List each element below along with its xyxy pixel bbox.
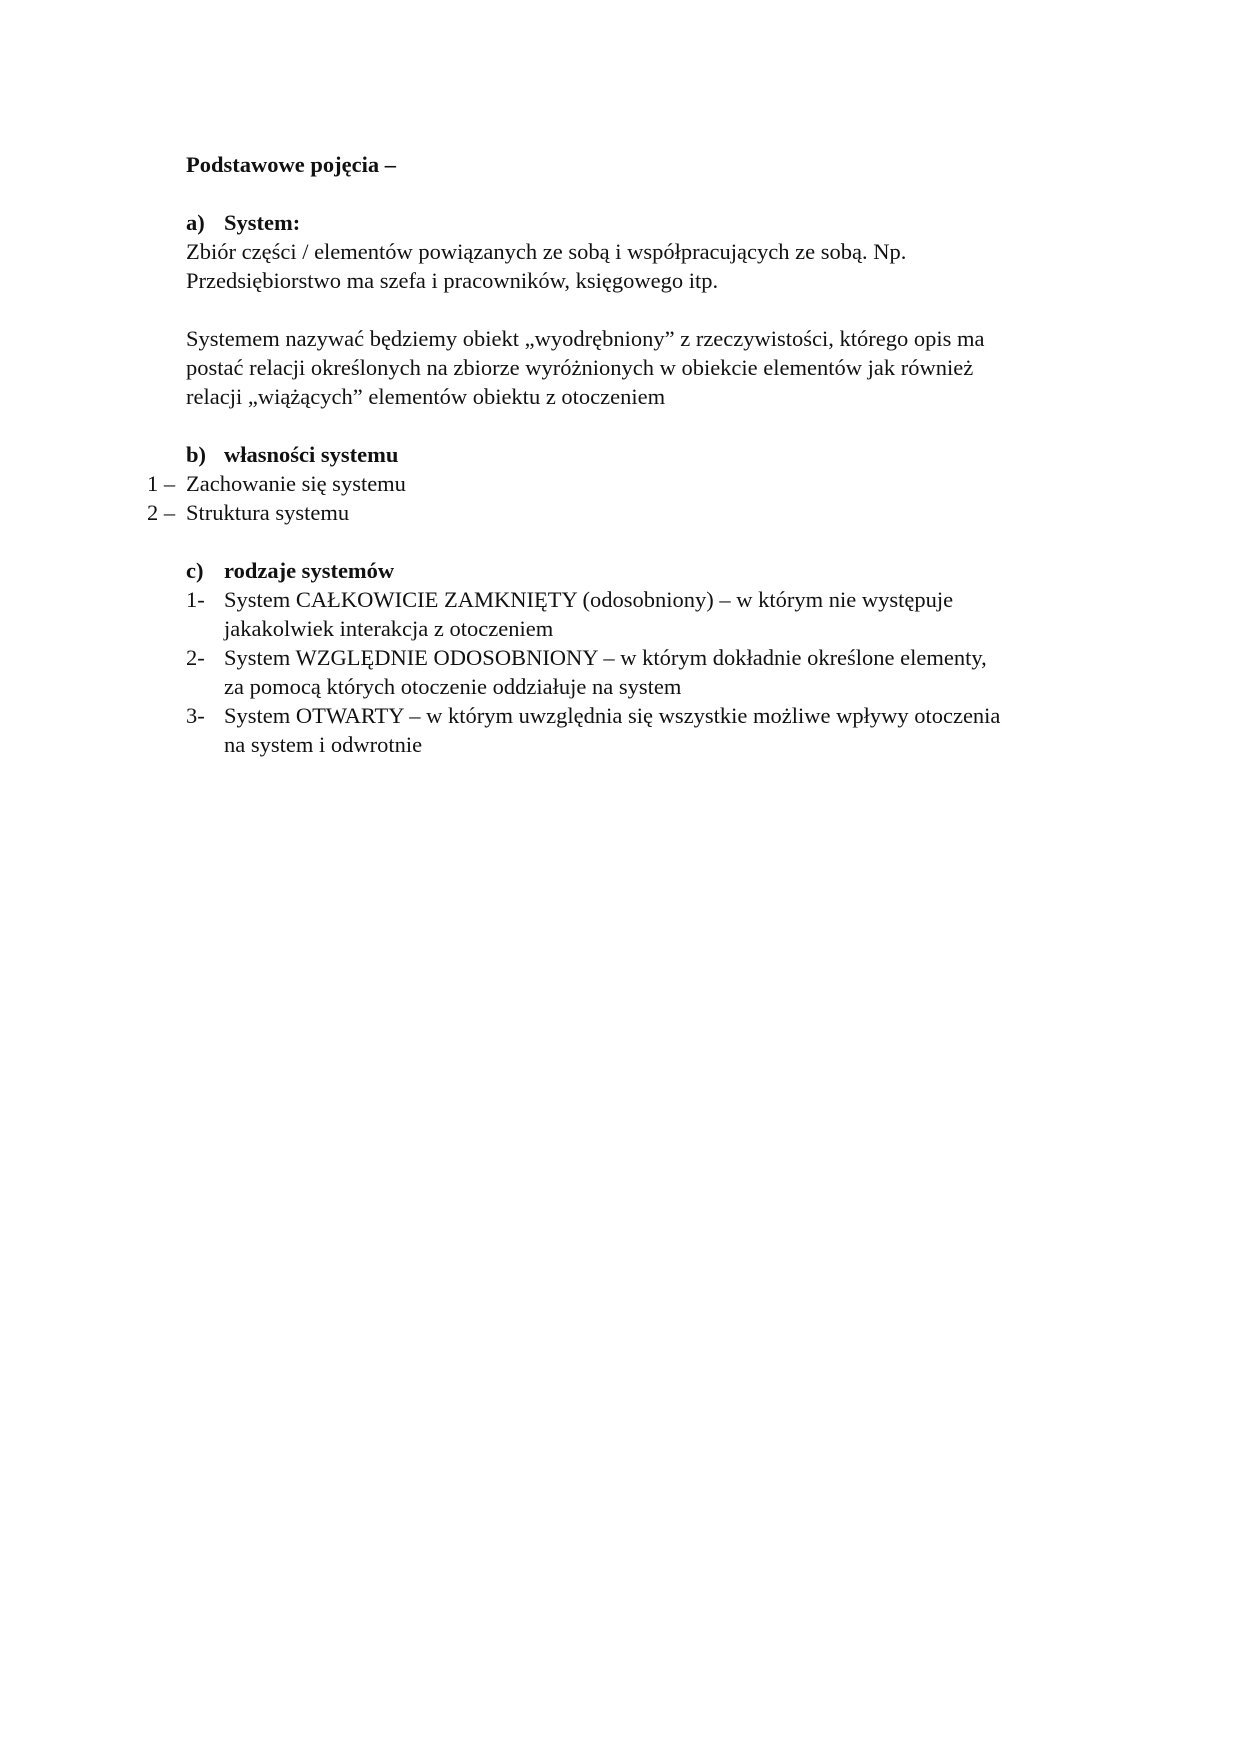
section-a-paragraph-2-line-3: relacji „wiążących” elementów obiektu z otoczeniem xyxy=(186,384,666,409)
section-a-paragraph-2-line-2: postać relacji określonych na zbiorze wyróżnionych w obiekcie elementów jak również xyxy=(186,355,974,380)
section-c-item-3-number: 3- xyxy=(186,703,205,728)
section-b-item-1-number: 1 – xyxy=(147,471,176,496)
section-b-letter: b) xyxy=(186,442,207,467)
section-c-item-1-number: 1- xyxy=(186,587,205,612)
section-a-heading xyxy=(186,208,1106,237)
section-c-item-1 xyxy=(186,585,1106,643)
section-c-item-3-line-2: na system i odwrotnie xyxy=(224,732,423,757)
section-c-letter: c) xyxy=(186,558,204,583)
document-body xyxy=(147,150,1106,759)
section-c-item-3 xyxy=(186,701,1106,759)
section-b-item-1-text: Zachowanie się systemu xyxy=(186,471,406,496)
section-a-paragraph-1-line-2: Przedsiębiorstwo ma szefa i pracowników, księgowego itp. xyxy=(186,268,719,293)
section-b-heading xyxy=(186,440,1106,469)
section-c-item-3-line-1: System OTWARTY – w którym uwzględnia się wszystkie możliwe wpływy otoczenia xyxy=(224,703,1001,728)
section-c-item-1-line-1: System CAŁKOWICIE ZAMKNIĘTY (odosobniony) – w którym nie występuje xyxy=(224,587,954,612)
section-a-paragraph-2-line-1: Systemem nazywać będziemy obiekt „wyodrębniony” z rzeczywistości, którego opis ma xyxy=(186,326,985,351)
section-c-item-2-line-2: za pomocą których otoczenie oddziałuje na system xyxy=(224,674,682,699)
section-b-title: własności systemu xyxy=(224,442,399,467)
section-c-item-2-line-1: System WZGLĘDNIE ODOSOBNIONY – w którym dokładnie określone elementy, xyxy=(224,645,987,670)
section-b-item-2-number: 2 – xyxy=(147,500,176,525)
section-a-title: System: xyxy=(224,210,301,235)
section-b-item-1 xyxy=(147,469,1106,498)
section-b-item-2-text: Struktura systemu xyxy=(186,500,350,525)
spacer xyxy=(186,179,1106,208)
spacer xyxy=(186,295,1106,324)
spacer xyxy=(186,527,1106,556)
spacer xyxy=(186,411,1106,440)
section-c-title: rodzaje systemów xyxy=(224,558,395,583)
document-title: Podstawowe pojęcia – xyxy=(186,152,396,177)
section-a-letter: a) xyxy=(186,210,205,235)
section-a-paragraph-1-line-1: Zbiór części / elementów powiązanych ze sobą i współpracujących ze sobą. Np. xyxy=(186,239,907,264)
section-b-item-2 xyxy=(147,498,1106,527)
section-c-item-1-line-2: jakakolwiek interakcja z otoczeniem xyxy=(224,616,554,641)
section-c-item-2 xyxy=(186,643,1106,701)
section-c-heading xyxy=(186,556,1106,585)
section-c-item-2-number: 2- xyxy=(186,645,205,670)
